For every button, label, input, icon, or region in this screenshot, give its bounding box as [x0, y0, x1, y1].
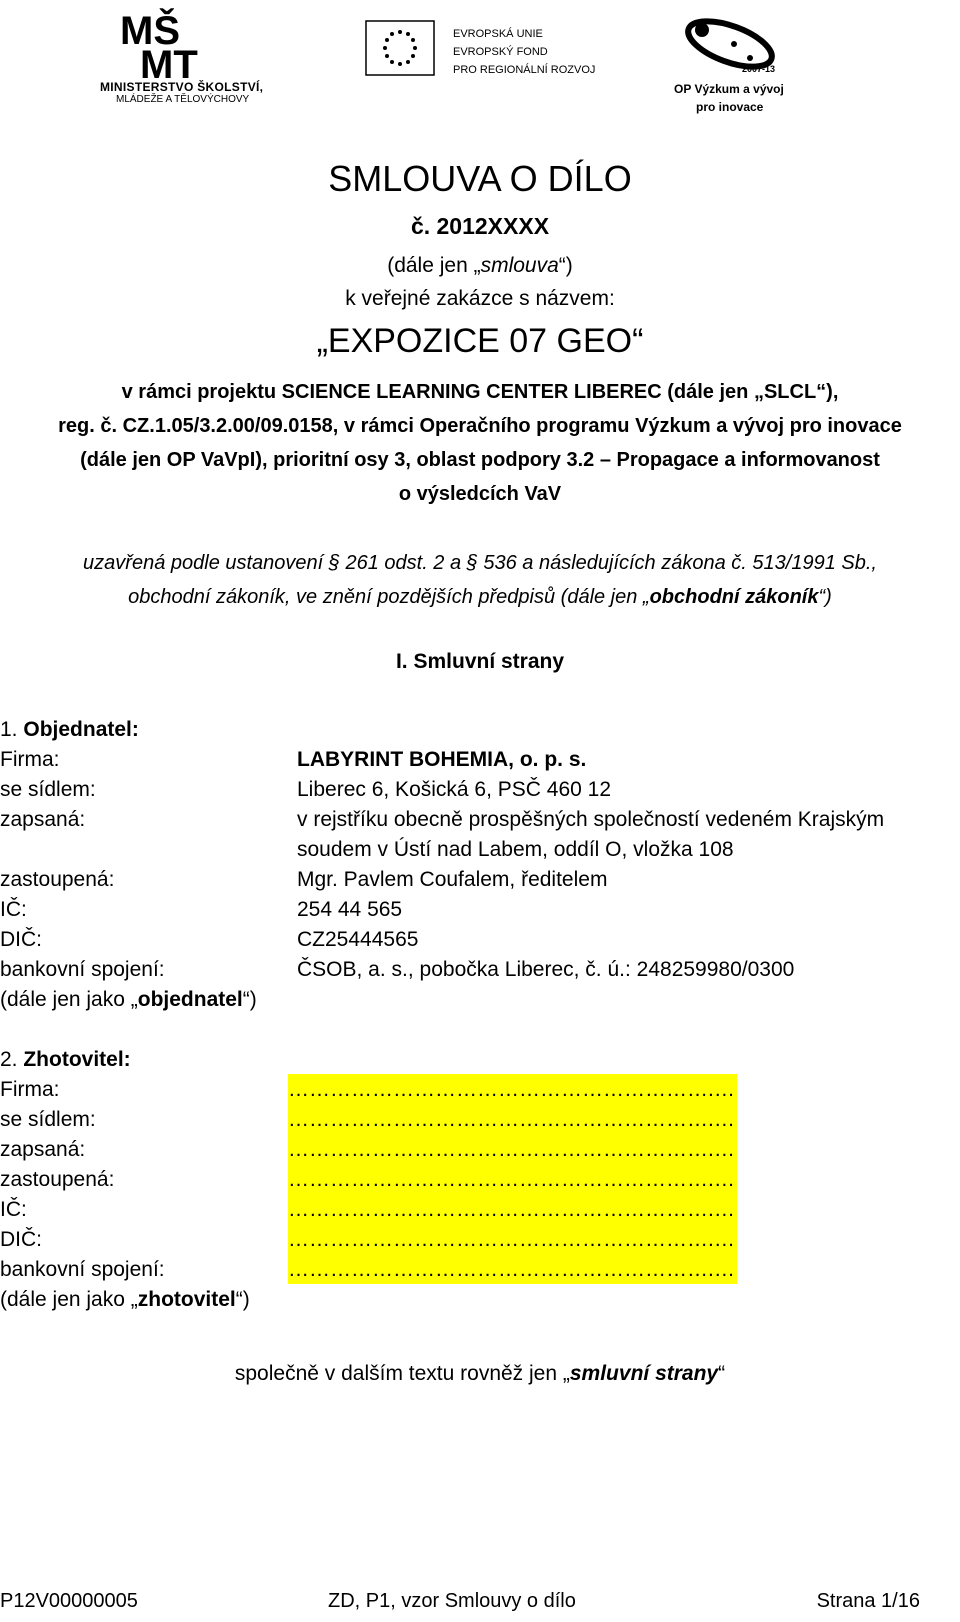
dale-suffix: “)	[558, 254, 573, 277]
objednatel-ic-row	[0, 898, 960, 928]
zh-ic-label: IČ:	[0, 1198, 27, 1221]
footer-page-number: Strana 1/16	[816, 1590, 920, 1612]
dale-word: smlouva	[480, 254, 559, 277]
project-line-4: o výsledcích VaV	[398, 483, 562, 505]
eu-line-1: EVROPSKÁ UNIE	[453, 28, 543, 40]
document-title: SMLOUVA O DÍLO	[328, 158, 632, 199]
dale-prefix: (dále jen „	[387, 254, 481, 277]
zhotovitel-dale-bold: zhotovitel	[137, 1288, 236, 1311]
objednatel-heading	[0, 718, 960, 748]
ic-value: 254 44 565	[297, 898, 403, 921]
firma-value: LABYRINT BOHEMIA, o. p. s.	[297, 748, 587, 771]
zh-zapsana-value: …………………………………………………….…	[288, 1138, 735, 1161]
zh-firma-value: …………………………………………………….…	[288, 1078, 735, 1101]
zh-bank-value: …………………………………………………….…	[288, 1258, 735, 1281]
objednatel-firma-row	[0, 748, 960, 778]
zhotovitel-ic-row	[0, 1198, 960, 1228]
zhotovitel-firma-row	[0, 1078, 960, 1108]
spolecne-suffix: “	[718, 1362, 726, 1385]
law-line-2	[0, 580, 960, 614]
zhotovitel-bank-row	[0, 1258, 960, 1288]
spolecne-bold: smluvní strany	[569, 1362, 719, 1385]
zapsana-label: zapsaná:	[0, 808, 86, 831]
sidlo-label: se sídlem:	[0, 778, 96, 801]
zhotovitel-zapsana-row	[0, 1138, 960, 1168]
eu-flag-icon	[365, 20, 435, 76]
contract-number: č. 2012XXXX	[410, 213, 550, 239]
zh-zastoupena-label: zastoupená:	[0, 1168, 115, 1191]
zhotovitel-dale-prefix: (dále jen jako „	[0, 1288, 138, 1311]
zapsana-value-1: v rejstříku obecně prospěšných společností vedeném Krajským	[297, 808, 885, 831]
op-name-1: OP Výzkum a vývoj	[674, 82, 784, 96]
svg-text:MT: MT	[140, 43, 198, 80]
op-years: 2007-13	[742, 64, 776, 74]
law-prefix: obchodní zákoník, ve znění pozdějších předpisů (dále jen „	[128, 586, 650, 608]
zh-zapsana-label: zapsaná:	[0, 1138, 86, 1161]
section-heading: I. Smluvní strany	[395, 650, 565, 673]
sidlo-value: Liberec 6, Košická 6, PSČ 460 12	[297, 778, 612, 801]
zh-sidlo-label: se sídlem:	[0, 1108, 96, 1131]
dale-jen-smlouva	[0, 254, 960, 278]
op-vavpi-logo	[670, 14, 790, 118]
zakazka-line: k veřejné zakázce s názvem:	[345, 287, 615, 310]
project-line-1: v rámci projektu SCIENCE LEARNING CENTER LIBEREC (dále jen „SLCL“),	[121, 381, 839, 403]
footer-doc-id: P12V00000005	[0, 1590, 138, 1612]
spolecne-prefix: společně v dalším textu rovněž jen „	[234, 1362, 570, 1385]
zhotovitel-title: Zhotovitel:	[23, 1048, 131, 1071]
logo-header	[0, 0, 960, 140]
eu-logo	[365, 18, 615, 80]
msmt-emblem-icon	[118, 6, 258, 80]
objednatel-dale-suffix: “)	[242, 988, 257, 1011]
zhotovitel-dale-row	[0, 1288, 960, 1318]
objednatel-zapsana-row-2	[0, 838, 960, 868]
objednatel-zapsana-row	[0, 808, 960, 838]
law-line-1: uzavřená podle ustanovení § 261 odst. 2 a § 536 a následujících zákona č. 513/1991 Sb.,	[83, 552, 877, 574]
objednatel-dale-prefix: (dále jen jako „	[0, 988, 138, 1011]
op-name-2: pro inovace	[696, 100, 764, 114]
zh-ic-value: …………………………………………………….…	[288, 1198, 735, 1221]
objednatel-zastoupena-row	[0, 868, 960, 898]
msmt-logo	[100, 6, 295, 106]
ic-label: IČ:	[0, 898, 27, 921]
zhotovitel-dic-row	[0, 1228, 960, 1258]
zh-bank-label: bankovní spojení:	[0, 1258, 165, 1281]
eu-line-3: PRO REGIONÁLNÍ ROZVOJ	[453, 64, 596, 76]
objednatel-number: 1.	[0, 718, 24, 741]
objednatel-bank-row	[0, 958, 960, 988]
svg-text:MŠ: MŠ	[120, 9, 180, 53]
project-line-2: reg. č. CZ.1.05/3.2.00/09.0158, v rámci Operačního programu Výzkum a vývoj pro inovace	[58, 415, 902, 437]
zh-dic-value: …………………………………………………….…	[288, 1228, 735, 1251]
objednatel-dic-row	[0, 928, 960, 958]
dic-value: CZ25444565	[297, 928, 419, 951]
zhotovitel-number: 2.	[0, 1048, 24, 1071]
project-line-3: (dále jen OP VaVpI), prioritní osy 3, oblast podpory 3.2 – Propagace a informovanost	[80, 449, 880, 471]
bank-label: bankovní spojení:	[0, 958, 165, 981]
objednatel-title: Objednatel:	[23, 718, 139, 741]
zh-sidlo-value: …………………………………………………….…	[288, 1108, 735, 1131]
objednatel-dale-bold: objednatel	[137, 988, 243, 1011]
zh-firma-label: Firma:	[0, 1078, 60, 1101]
zastoupena-label: zastoupená:	[0, 868, 115, 891]
zastoupena-value: Mgr. Pavlem Coufalem, ředitelem	[297, 868, 608, 891]
objednatel-dale-row	[0, 988, 960, 1018]
objednatel-sidlo-row	[0, 778, 960, 808]
zhotovitel-sidlo-row	[0, 1108, 960, 1138]
law-suffix: “)	[818, 586, 832, 608]
eu-line-2: EVROPSKÝ FOND	[453, 46, 548, 58]
zhotovitel-zastoupena-row	[0, 1168, 960, 1198]
law-bold: obchodní zákoník	[649, 586, 819, 608]
firma-label: Firma:	[0, 748, 60, 771]
contract-name: „EXPOZICE 07 GEO“	[316, 322, 644, 360]
msmt-name-1: MINISTERSTVO ŠKOLSTVÍ,	[100, 80, 264, 94]
dic-label: DIČ:	[0, 928, 42, 951]
zh-dic-label: DIČ:	[0, 1228, 42, 1251]
bank-value: ČSOB, a. s., pobočka Liberec, č. ú.: 248259980/0300	[297, 958, 795, 981]
zhotovitel-dale-suffix: “)	[235, 1288, 250, 1311]
zapsana-value-2: soudem v Ústí nad Labem, oddíl O, vložka 108	[297, 838, 734, 861]
msmt-name-2: MLÁDEŽE A TĚLOVÝCHOVY	[116, 94, 250, 105]
footer-doc-name: ZD, P1, vzor Smlouvy o dílo	[328, 1590, 576, 1612]
spolecne-line	[0, 1362, 960, 1386]
zh-zastoupena-value: …………………………………………………….…	[288, 1168, 735, 1191]
